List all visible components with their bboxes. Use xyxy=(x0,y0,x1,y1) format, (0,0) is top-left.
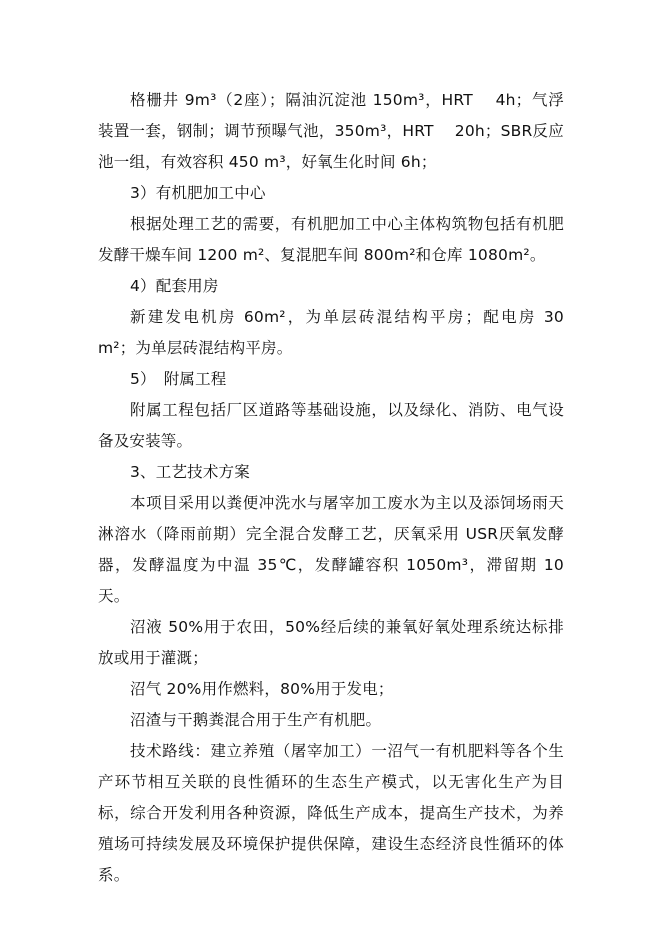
paragraph-technical-route: 技术路线：建立养殖（屠宰加工）一沼气一有机肥料等各个生产环节相互关联的良性循环的生态生产模式，以无害化生产为目标，综合开发利用各种资源，降低生产成本，提高生产技术，为养殖场可持续发展及环境保护提供保障，建设生态经济良性循环的体系。 xyxy=(98,742,564,884)
paragraph-treatment-facilities: 格栅井 9m³（2座）；隔油沉淀池 150m³，HRT 4h；气浮装置一套，钢制；调节预曝气池，350m³，HRT 20h；SBR反应池一组，有效容积 450 m³，好氧生化时间 6h； xyxy=(98,91,564,171)
paragraph-biogas-residue: 沼渣与干鹅粪混合用于生产有机肥。 xyxy=(130,711,382,729)
paragraph-organic-fertilizer-center: 根据处理工艺的需要，有机肥加工中心主体构筑物包括有机肥发酵干燥车间 1200 m²、复混肥车间 800m²和仓库 1080m²。 xyxy=(98,215,564,264)
document-page xyxy=(98,85,585,891)
heading-process-technology: 3、工艺技术方案 xyxy=(130,463,250,481)
heading-auxiliary-works: 5） 附属工程 xyxy=(130,370,227,388)
paragraph-biogas: 沼气 20%用作燃料，80%用于发电； xyxy=(130,680,394,698)
paragraph-fermentation-process: 本项目采用以粪便冲洗水与屠宰加工废水为主以及添饲场雨天淋溶水（降雨前期）完全混合发酵工艺，厌氧采用 USR厌氧发酵器，发酵温度为中温 35℃，发酵罐容积 1050m³，滞留期 10 天。 xyxy=(98,494,564,605)
paragraph-biogas-slurry: 沼液 50%用于农田，50%经后续的兼氧好氧处理系统达标排放或用于灌溉； xyxy=(98,618,564,667)
heading-organic-fertilizer-center: 3）有机肥加工中心 xyxy=(130,184,266,202)
paragraph-auxiliary-works: 附属工程包括厂区道路等基础设施，以及绿化、消防、电气设备及安装等。 xyxy=(98,401,564,450)
heading-supporting-buildings: 4）配套用房 xyxy=(130,277,219,295)
paragraph-supporting-buildings: 新建发电机房 60m²，为单层砖混结构平房；配电房 30 m²；为单层砖混结构平房。 xyxy=(98,308,585,357)
